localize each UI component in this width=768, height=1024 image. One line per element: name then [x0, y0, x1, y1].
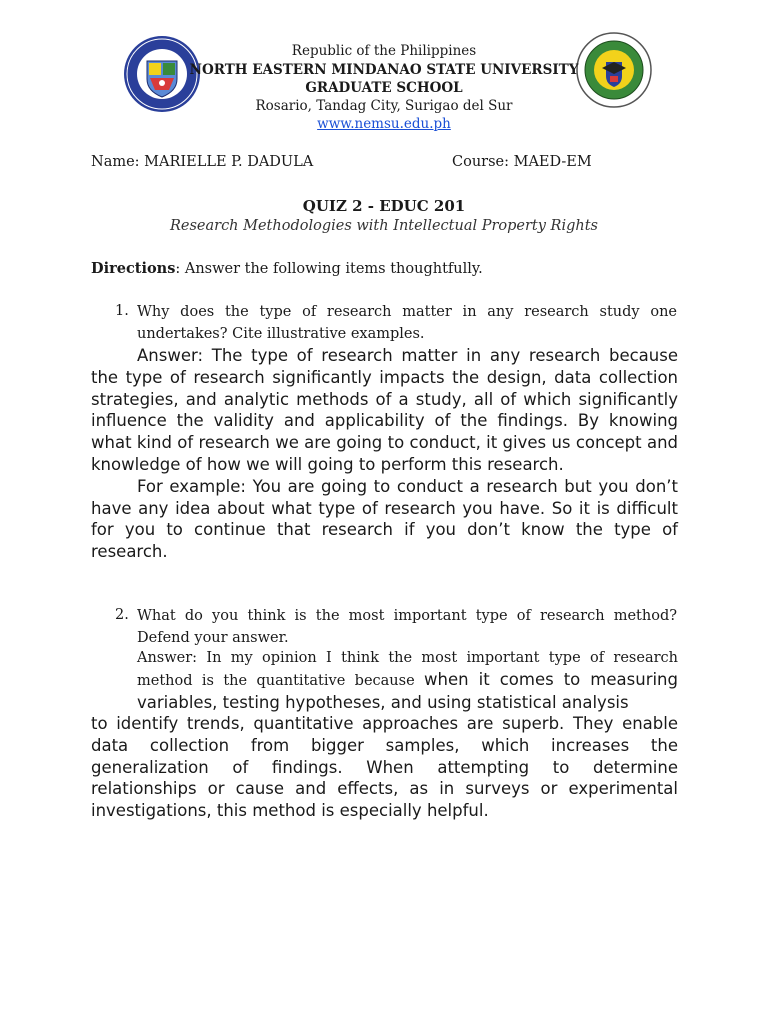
website-link[interactable]: www.nemsu.edu.ph: [317, 116, 451, 132]
question-1-answer: [91, 345, 678, 563]
header-graduate-school: GRADUATE SCHOOL: [305, 80, 463, 96]
quiz-title: QUIZ 2 - EDUC 201: [302, 197, 466, 215]
question-2-text: What do you think is the most important type of research method? Defend your answer.: [137, 608, 677, 646]
question-2-answer-lead: [137, 648, 678, 715]
question-1-number: 1.: [115, 303, 129, 319]
directions-label: Directions: [91, 260, 176, 277]
header-university: NORTH EASTERN MINDANAO STATE UNIVERSITY: [189, 62, 579, 78]
header-website: [0, 115, 768, 133]
question-2-answer-rest: to identify trends, quantitative approaches are superb. They enable data collection from bigger samples, which increases the generalization of findings. When attempting to determine relationships or cause and effects, as in surveys or experimental investigations, this method is especially helpful.: [91, 714, 678, 821]
header-republic: Republic of the Philippines: [291, 43, 477, 59]
student-course: Course: MAED-EM: [452, 154, 592, 170]
answer-1-paragraph-2: For example: You are going to conduct a research but you don’t have any idea about what type of research you have. So it is difficult for you to continue that research if you don’t know the type of research.: [91, 476, 678, 562]
quiz-subtitle: Research Methodologies with Intellectual Property Rights: [169, 218, 599, 234]
question-2-number: 2.: [115, 607, 129, 623]
question-1-text: Why does the type of research matter in any research study one undertakes? Cite illustrative examples.: [137, 304, 677, 342]
directions: [91, 260, 483, 277]
answer-2-lead: Answer: In my opinion I think the most important type of research method is the quantitative because: [137, 650, 678, 689]
student-name: Name: MARIELLE P. DADULA: [91, 154, 314, 170]
directions-text: : Answer the following items thoughtfully.: [175, 261, 483, 277]
answer-2-lead-continued: when it comes to measuring variables, testing hypotheses, and using statistical analysis: [137, 670, 678, 712]
header-address: Rosario, Tandag City, Surigao del Sur: [255, 98, 513, 114]
answer-1-paragraph-1: Answer: The type of research matter in any research because the type of research significantly impacts the design, data collection strategies, and analytic methods of a study, all of which significantly influence the validity and applicability of the findings. By knowing what kind of research we are going to conduct, it gives us concept and knowledge of how we will going to perform this research.: [91, 346, 678, 474]
